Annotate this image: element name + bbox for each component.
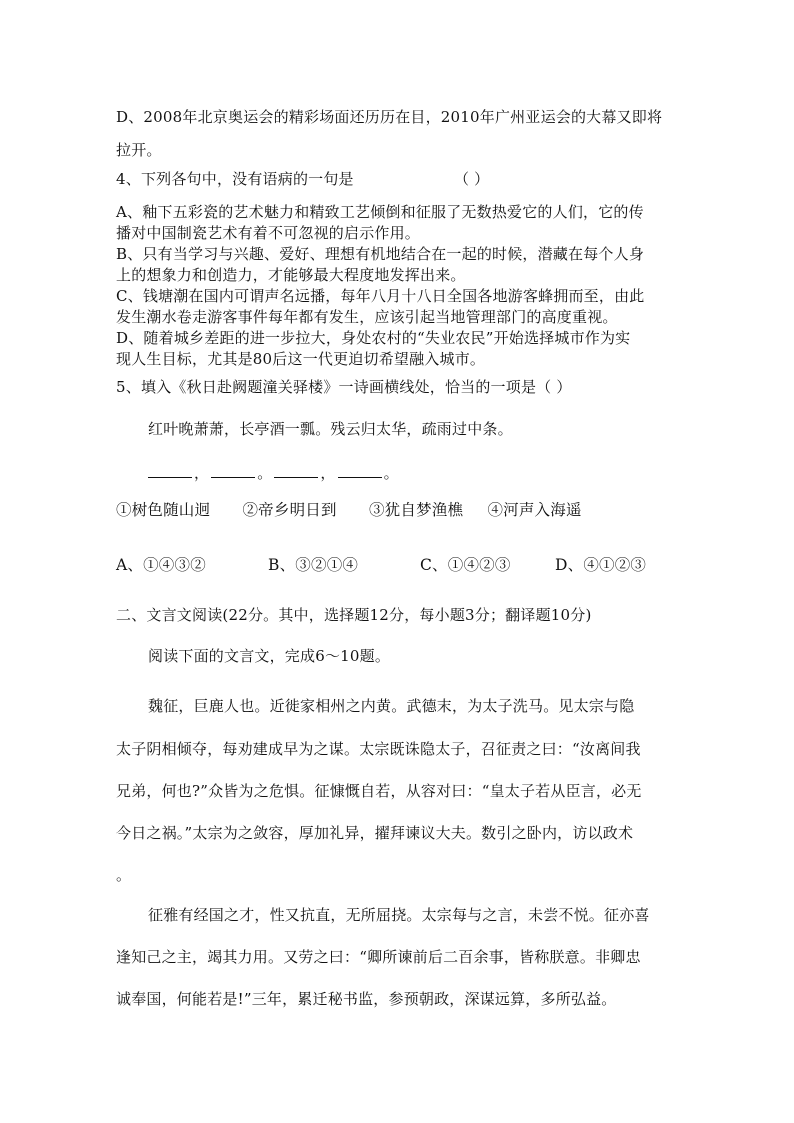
phrase-3: ③犹自梦渔樵: [368, 501, 464, 519]
passage-p2-line3: 诚奉国，何能若是!”三年，累迁秘书监，参预朝政，深谋远算，多所弘益。: [116, 990, 617, 1008]
choice-d: D、④①②③: [555, 556, 647, 574]
passage-p1-line5: 。: [116, 866, 132, 884]
poem-blank: [148, 465, 192, 478]
poem-blank: [211, 465, 255, 478]
q5-blanks: [148, 464, 401, 482]
q4-option-c-line2: 发生潮水卷走游客事件每年都有发生，应该引起当地管理部门的高度重视。: [116, 308, 618, 326]
blank-separator: ，: [320, 464, 336, 482]
q4-option-c-line1: C、钱塘潮在国内可谓声名远播，每年八月十八日全国各地游客蜂拥而至，由此: [116, 287, 645, 305]
blank-separator: ，: [194, 464, 210, 482]
q3-option-d-line2: 拉开。: [116, 141, 162, 159]
q3-option-d-line1: D、2008年北京奥运会的精彩场面还历历在目，2010年广州亚运会的大幕又即将: [116, 108, 663, 126]
q4-option-a-line2: 播对中国制瓷艺术有着不可忽视的启示作用。: [116, 224, 421, 242]
q4-option-d-line1: D、随着城乡差距的进一步拉大，身处农村的“失业农民”开始选择城市作为实: [116, 329, 631, 347]
passage-p1-line3: 兄弟，何也?”众皆为之危惧。征慷慨自若，从容对曰：“皇太子若从臣言，必无: [116, 782, 642, 800]
blank-separator: 。: [383, 464, 399, 482]
passage-p1-line4: 今日之祸。”太宗为之敛容，厚加礼异，擢拜谏议大夫。数引之卧内，访以政术: [116, 824, 634, 842]
poem-blank: [338, 465, 382, 478]
q4-answer-paren: （ ）: [454, 170, 490, 188]
choice-c: C、①④②③: [420, 556, 511, 574]
q5-poem: 红叶晚萧萧，长亭酒一瓢。残云归太华，疏雨过中条。: [148, 420, 513, 438]
passage-p1-line1: 魏征，巨鹿人也。近徙家相州之内黄。武德末，为太子洗马。见太宗与隐: [148, 697, 635, 715]
q4-option-b-line2: 上的想象力和创造力，才能够最大程度地发挥出来。: [116, 266, 466, 284]
q4-option-b-line1: B、只有当学习与兴趣、爱好、理想有机地结合在一起的时候，潜藏在每个人身: [116, 245, 645, 263]
choice-b: B、③②①④: [268, 556, 359, 574]
phrase-4: ④河声入海遥: [487, 501, 582, 519]
q5-phrases: [116, 501, 582, 519]
q4-option-d-line2: 现人生目标，尤其是80后这一代更迫切希望融入城市。: [116, 350, 486, 368]
passage-p1-line2: 太子阴相倾夺，每劝建成早为之谋。太宗既诛隐太子，召征责之曰：“汝离间我: [116, 740, 641, 758]
q4-option-a-line1: A、釉下五彩瓷的艺术魅力和精致工艺倾倒和征服了无数热爱它的人们，它的传: [116, 203, 644, 221]
q4-stem: [116, 170, 354, 188]
passage-p2-line2: 逢知己之主，竭其力用。又劳之曰：“卿所谏前后二百余事，皆称朕意。非卿忠: [116, 948, 641, 966]
q4-stem-text: 4、下列各句中，没有语病的一句是: [116, 170, 354, 188]
choice-a: A、①④③②: [116, 556, 206, 574]
section2-instruction: 阅读下面的文言文，完成6～10题。: [148, 647, 391, 665]
blank-separator: 。: [257, 464, 273, 482]
passage-p2-line1: 征雅有经国之才，性又抗直，无所屈挠。太宗每与之言，未尝不悦。征亦喜: [148, 906, 650, 924]
q5-stem: 5、填入《秋日赴阙题潼关驿楼》一诗画横线处，恰当的一项是（ ）: [116, 378, 572, 396]
poem-blank: [274, 465, 318, 478]
section2-heading: 二、文言文阅读(22分。其中，选择题12分，每小题3分；翻译题10分): [116, 606, 592, 624]
phrase-2: ②帝乡明日到: [242, 501, 337, 519]
phrase-1: ①树色随山迥: [116, 501, 211, 519]
